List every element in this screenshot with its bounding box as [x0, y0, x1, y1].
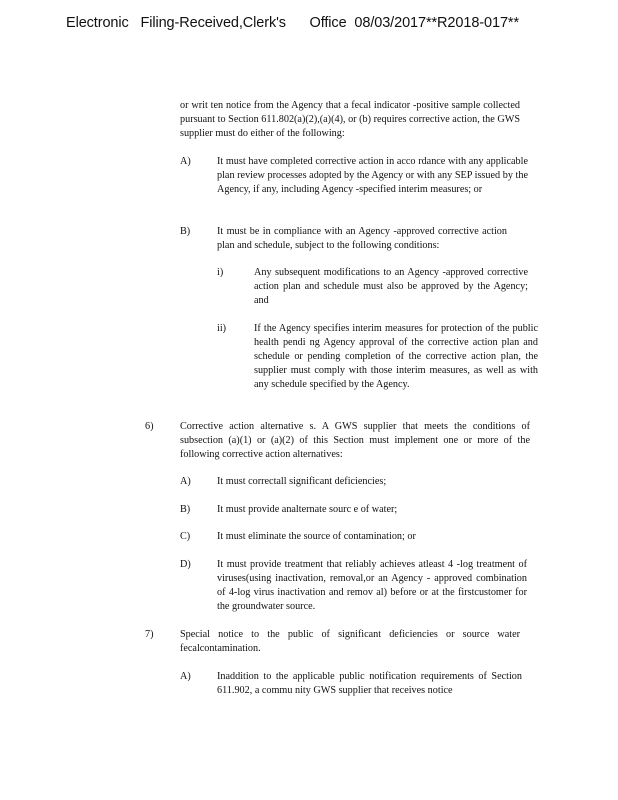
item-i-text: Any subsequent modifications to an Agency -approved corrective action plan and schedule must also be approved by the Agency; and — [254, 267, 528, 306]
intro-paragraph: or writ ten notice from the Agency that a fecal indicator -positive sample collected pursuant to Section 611.802(a)(2),(a)(4), or (b) requires corrective action, the GWS supplier must do either of the following: — [180, 100, 520, 139]
item-B2-label: B) — [180, 504, 191, 515]
item-B2-text: It must provide analternate sourc e of water; — [217, 504, 398, 515]
item-A2-text: It must correctall significant deficiencies; — [217, 476, 387, 487]
item-6-label: 6) — [145, 421, 154, 432]
item-C2-label: C) — [180, 531, 191, 542]
item-7-text: Special notice to the public of significant deficiencies or source water fecalcontamination. — [180, 629, 520, 654]
item-A1-label: A) — [180, 156, 191, 167]
item-D2-label: D) — [180, 559, 191, 570]
item-ii-text: If the Agency specifies interim measures for protection of the public health pendi ng Agency approval of the corrective action plan and schedule or pending completion of the corrective action plan, the supplier must comply with those interim measures, as well as with any schedule specified by the Agency. — [254, 323, 538, 390]
item-C2-text: It must eliminate the source of contamination; or — [217, 531, 416, 542]
item-i-label: i) — [217, 267, 224, 278]
item-B1-text: It must be in compliance with an Agency -approved corrective action plan and schedule, subject to the following conditions: — [217, 226, 507, 251]
item-A2-label: A) — [180, 476, 191, 487]
item-A1-text: It must have completed corrective action in acco rdance with any applicable plan review processes adopted by the Agency or with any SEP issued by the Agency, if any, including Agency -specified interim measures; or — [217, 156, 528, 195]
item-D2-text: It must provide treatment that reliably achieves atleast 4 -log treatment of viruses(using inactivation, removal,or an Agency - approved combination of 4-log virus inactivation and remov al) before or at the firstcustomer for the groundwater source. — [217, 559, 527, 612]
item-6-text: Corrective action alternative s. A GWS supplier that meets the conditions of subsection (a)(1) or (a)(2) of this Section must implement one or more of the following corrective action alternatives: — [180, 421, 530, 460]
page-header-stamp: Electronic Filing-Received,Clerk's Office 08/03/2017**R2018-017** — [66, 15, 519, 31]
item-7-label: 7) — [145, 629, 154, 640]
item-B1-label: B) — [180, 226, 191, 237]
item-ii-label: ii) — [217, 323, 227, 334]
item-A3-text: Inaddition to the applicable public notification requirements of Section 611.902, a commu nity GWS supplier that receives notice — [217, 671, 522, 696]
item-A3-label: A) — [180, 671, 191, 682]
